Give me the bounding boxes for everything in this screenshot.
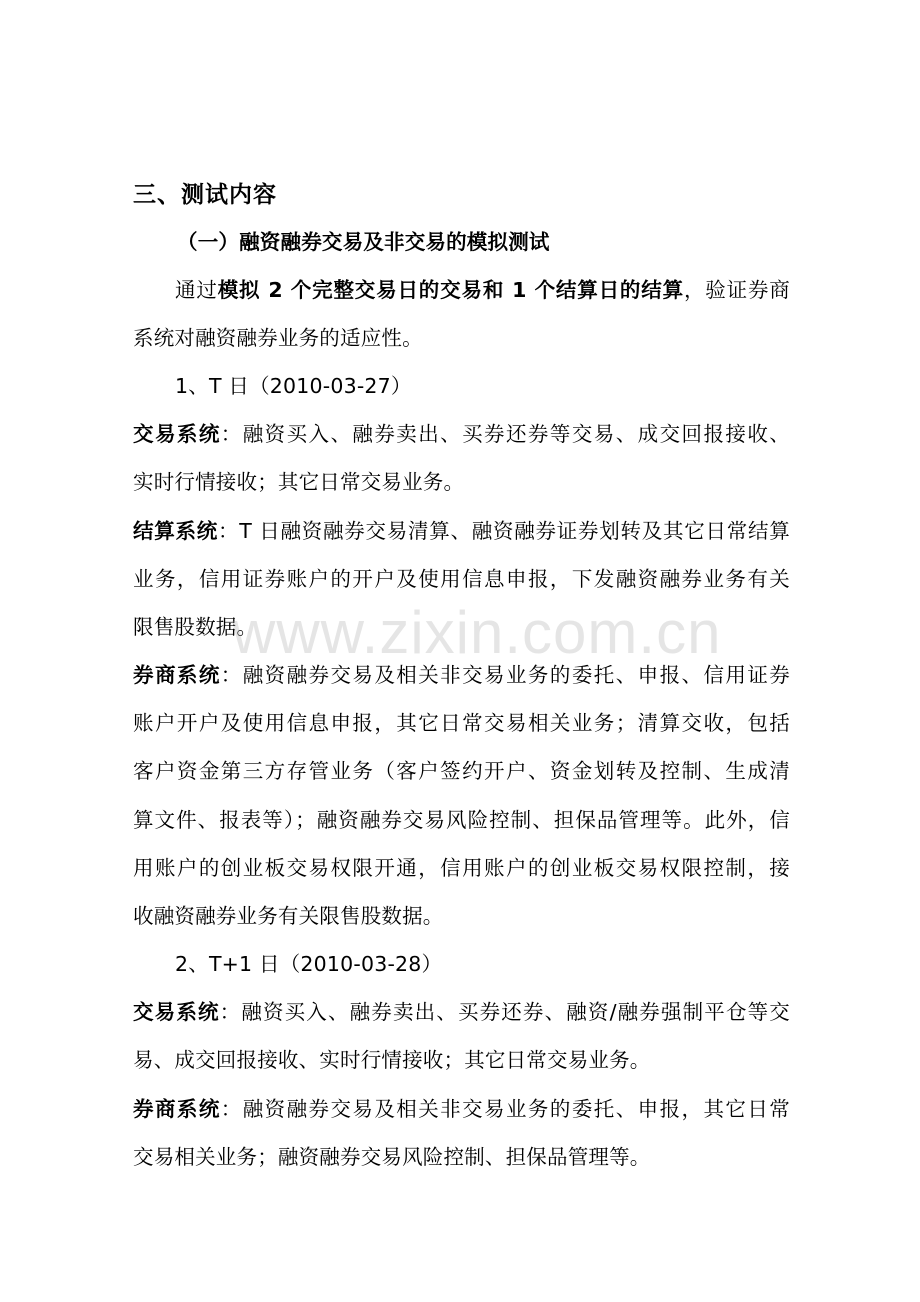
t1-day-trade-line-1 <box>133 997 790 1027</box>
t-day-broker-line-3: 客户资金第三方存管业务（客户签约开户、资金划转及控制、生成清 <box>133 759 790 783</box>
t-day-broker-line-2: 账户开户及使用信息申报，其它日常交易相关业务；清算交收，包括 <box>133 711 790 735</box>
broker-text: ：融资融券交易及相关非交易业务的委托、申报，其它日常 <box>220 1097 790 1121</box>
broker-text: ：融资融券交易及相关非交易业务的委托、申报、信用证券 <box>220 663 790 687</box>
broker-system-label: 券商系统 <box>133 663 221 687</box>
trade-system-label: 交易系统 <box>133 422 221 446</box>
section-heading: 三、测试内容 <box>133 182 277 208</box>
intro-line-2: 系统对融资融券业务的适应性。 <box>133 326 423 350</box>
broker-system-label: 券商系统 <box>133 1097 221 1121</box>
t1-day-broker-line-2: 交易相关业务；融资融券交易风险控制、担保品管理等。 <box>133 1145 651 1169</box>
t-day-settle-line-2: 业务，信用证券账户的开户及使用信息申报，下发融资融券业务有关 <box>133 567 790 591</box>
settle-system-label: 结算系统 <box>133 519 219 543</box>
intro-post: ，验证券商 <box>683 278 791 302</box>
t-day-title: 1、T 日（2010-03-27） <box>175 374 412 398</box>
t1-day-broker-line-1 <box>133 1094 790 1124</box>
settle-text: ：T 日融资融券交易清算、融资融券证券划转及其它日常结算 <box>218 519 790 543</box>
watermark-text: www.zixin.com.cn <box>232 599 722 666</box>
intro-line-1 <box>175 275 790 305</box>
t-day-broker-line-6: 收融资融券业务有关限售股数据。 <box>133 904 444 928</box>
t-day-settle-line-3: 限售股数据。 <box>133 615 258 639</box>
t-day-broker-line-5: 用账户的创业板交易权限开通，信用账户的创业板交易权限控制，接 <box>133 856 790 880</box>
intro-pre: 通过 <box>175 278 218 302</box>
t-day-trade-line-1 <box>133 419 790 449</box>
t-day-broker-line-4: 算文件、报表等）；融资融券交易风险控制、担保品管理等。此外，信 <box>133 808 790 832</box>
t-day-broker-line-1 <box>133 660 790 690</box>
t1-day-trade-line-2: 易、成交回报接收、实时行情接收；其它日常交易业务。 <box>133 1048 651 1072</box>
trade-text: ：融资买入、融券卖出、买券还券、融资/融券强制平仓等交 <box>219 1000 790 1024</box>
subsection-heading: （一）融资融券交易及非交易的模拟测试 <box>177 230 550 254</box>
trade-text: ：融资买入、融券卖出、买券还券等交易、成交回报接收、 <box>220 422 790 446</box>
t1-day-title: 2、T+1 日（2010-03-28） <box>175 952 443 976</box>
t-day-settle-line-1 <box>133 516 790 546</box>
trade-system-label: 交易系统 <box>133 1000 220 1024</box>
intro-bold: 模拟 2 个完整交易日的交易和 1 个结算日的结算 <box>217 278 684 302</box>
t-day-trade-line-2: 实时行情接收；其它日常交易业务。 <box>133 470 465 494</box>
